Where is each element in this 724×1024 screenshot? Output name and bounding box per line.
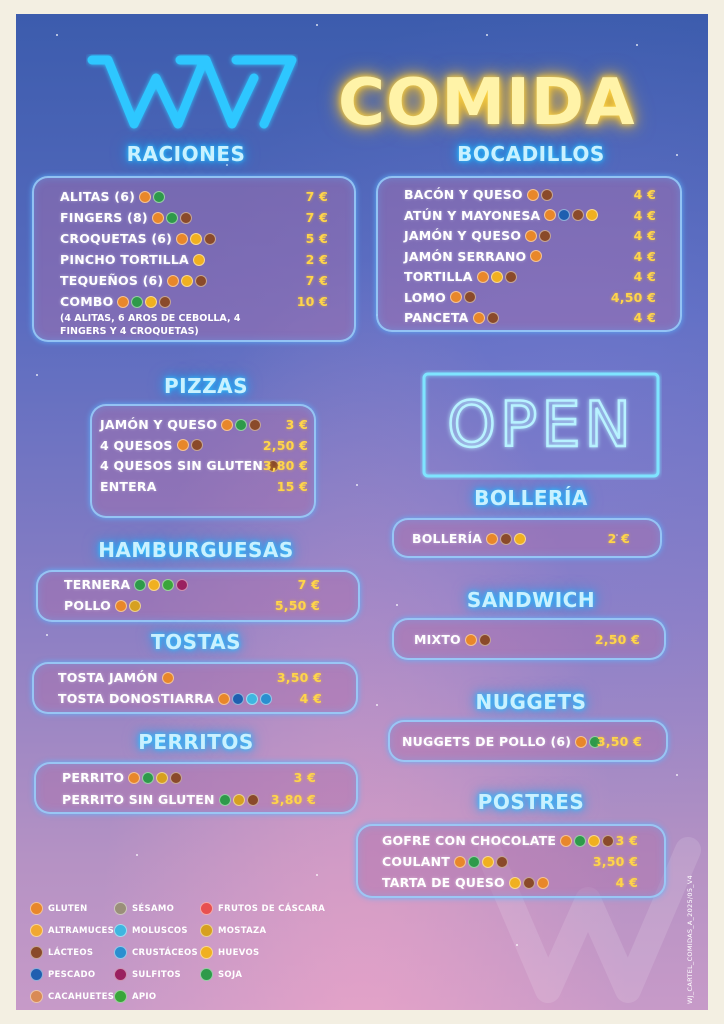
page-title: COMIDA bbox=[338, 66, 636, 140]
gluten-icon bbox=[473, 312, 485, 324]
soja-icon bbox=[574, 835, 586, 847]
allergen-icons bbox=[486, 533, 526, 545]
huevos-icon bbox=[148, 579, 160, 591]
lacteos-icon bbox=[539, 230, 551, 242]
gluten-icon bbox=[117, 296, 129, 308]
gluten-icon bbox=[465, 634, 477, 646]
allergen-icons bbox=[117, 296, 171, 308]
section-title-bolleria: BOLLERÍA bbox=[474, 486, 588, 510]
legend-item-sulfitos bbox=[114, 968, 181, 981]
menu-item bbox=[404, 266, 656, 287]
gluten-icon bbox=[152, 212, 164, 224]
legend-label: SULFITOS bbox=[132, 969, 181, 980]
gluten-icon bbox=[218, 693, 230, 705]
menu-item-price: 4 € bbox=[299, 691, 322, 706]
star bbox=[486, 34, 488, 36]
star bbox=[136, 854, 138, 856]
legend-item-moluscos bbox=[114, 924, 188, 937]
menu-item bbox=[60, 186, 328, 207]
open-neon-sign bbox=[420, 370, 662, 480]
menu-item bbox=[404, 246, 656, 267]
brand-logo bbox=[86, 54, 298, 146]
menu-item-name: NUGGETS DE POLLO (6) bbox=[402, 734, 572, 749]
allergen-icons bbox=[544, 209, 598, 221]
star bbox=[376, 704, 378, 706]
allergen-icons bbox=[477, 271, 517, 283]
lacteos-icon bbox=[191, 439, 203, 451]
legend-item-cacahuetes bbox=[30, 990, 114, 1003]
frutos-icon bbox=[200, 902, 213, 915]
perritos-list bbox=[62, 767, 316, 813]
pescado-icon bbox=[232, 693, 244, 705]
menu-item-name: CROQUETAS (6) bbox=[60, 231, 173, 246]
gluten-icon bbox=[560, 835, 572, 847]
menu-item-price: 4 € bbox=[633, 248, 656, 264]
star bbox=[36, 374, 38, 376]
section-box-perritos bbox=[34, 762, 358, 814]
menu-item-name: COMBO bbox=[60, 294, 114, 309]
gluten-icon bbox=[450, 291, 462, 303]
lacteos-icon bbox=[30, 946, 43, 959]
apio-icon bbox=[114, 990, 127, 1003]
legend-label: GLUTEN bbox=[48, 903, 88, 914]
tostas-list bbox=[58, 667, 322, 713]
menu-item bbox=[412, 528, 630, 549]
lacteos-icon bbox=[195, 275, 207, 287]
huevos-icon bbox=[200, 946, 213, 959]
lacteos-icon bbox=[523, 877, 535, 889]
section-box-nuggets bbox=[388, 720, 668, 762]
allergen-icons bbox=[509, 877, 549, 889]
bocadillos-list bbox=[404, 184, 656, 330]
gluten-icon bbox=[30, 902, 43, 915]
menu-item bbox=[404, 205, 656, 226]
section-box-raciones bbox=[32, 176, 356, 342]
gluten-icon bbox=[167, 275, 179, 287]
allergen-icons bbox=[465, 634, 491, 646]
lacteos-icon bbox=[247, 794, 259, 806]
soja-icon bbox=[200, 968, 213, 981]
allergen-icons bbox=[219, 794, 259, 806]
gluten-icon bbox=[525, 230, 537, 242]
lacteos-icon bbox=[170, 772, 182, 784]
menu-item-name: PINCHO TORTILLA bbox=[60, 252, 189, 267]
gluten-icon bbox=[176, 233, 188, 245]
menu-item-price: 3 € bbox=[293, 770, 316, 785]
mostaza-icon bbox=[233, 794, 245, 806]
menu-item-name: JAMÓN Y QUESO bbox=[100, 417, 218, 432]
gluten-icon bbox=[486, 533, 498, 545]
menu-item-price: 4 € bbox=[633, 269, 656, 284]
menu-item-name: TEQUEÑOS (6) bbox=[60, 273, 164, 288]
menu-item-price: 4 € bbox=[633, 310, 656, 325]
allergen-icons bbox=[454, 856, 508, 868]
menu-item-price: 3 € bbox=[285, 417, 308, 432]
menu-item-price: 3,50 € bbox=[596, 734, 642, 749]
open-sign-text: OPEN bbox=[447, 388, 635, 461]
lacteos-icon bbox=[479, 634, 491, 646]
allergen-icons bbox=[560, 835, 614, 847]
sulfitos-icon bbox=[176, 579, 188, 591]
menu-item bbox=[58, 667, 322, 688]
lacteos-icon bbox=[541, 189, 553, 201]
menu-item-name: PANCETA bbox=[404, 310, 469, 325]
menu-item-name: 4 QUESOS bbox=[100, 437, 173, 453]
legend-label: CRUSTÁCEOS bbox=[132, 947, 198, 958]
allergen-icons bbox=[167, 275, 207, 287]
allergen-icons bbox=[527, 189, 553, 201]
menu-item-price: 2,50 € bbox=[594, 632, 640, 647]
menu-item bbox=[414, 629, 640, 650]
menu-item bbox=[62, 789, 316, 810]
allergen-icons bbox=[525, 230, 551, 242]
postres-list bbox=[382, 830, 638, 896]
allergen-icons bbox=[450, 291, 476, 303]
gluten-icon bbox=[575, 736, 587, 748]
crustaceos-icon bbox=[260, 693, 272, 705]
allergen-icons bbox=[221, 419, 261, 431]
menu-item-name: COULANT bbox=[382, 854, 450, 869]
menu-item-name: ALITAS (6) bbox=[60, 189, 135, 204]
menu-item-name: JAMÓN SERRANO bbox=[404, 248, 527, 264]
menu-item-price: 7 € bbox=[305, 210, 328, 225]
lacteos-icon bbox=[572, 209, 584, 221]
allergen-legend bbox=[30, 892, 330, 1002]
star bbox=[46, 634, 48, 636]
moluscos-icon bbox=[246, 693, 258, 705]
section-title-perritos: PERRITOS bbox=[138, 730, 254, 754]
combo-note: (4 ALITAS, 6 AROS DE CEBOLLA, 4 FINGERS Y 4 CROQUETAS) bbox=[60, 313, 241, 337]
menu-item-name: 4 QUESOS SIN GLUTEN bbox=[100, 458, 264, 473]
lacteos-icon bbox=[602, 835, 614, 847]
lacteos-icon bbox=[204, 233, 216, 245]
star bbox=[316, 874, 318, 876]
lacteos-icon bbox=[500, 533, 512, 545]
lacteos-icon bbox=[464, 291, 476, 303]
section-title-nuggets: NUGGETS bbox=[475, 690, 587, 714]
allergen-icons bbox=[139, 191, 165, 203]
menu-item bbox=[404, 184, 656, 205]
huevos-icon bbox=[586, 209, 598, 221]
menu-item-price: 4 € bbox=[633, 187, 656, 202]
menu-item-name: ATÚN Y MAYONESA bbox=[404, 207, 541, 223]
sesamo-icon bbox=[114, 902, 127, 915]
bolleria-list bbox=[412, 528, 630, 550]
gluten-icon bbox=[139, 191, 151, 203]
altramuces-icon bbox=[30, 924, 43, 937]
menu-item-name: TARTA DE QUESO bbox=[382, 875, 505, 890]
legend-item-altramuces bbox=[30, 924, 114, 937]
menu-item bbox=[404, 287, 656, 308]
huevos-icon bbox=[514, 533, 526, 545]
legend-label: CACAHUETES bbox=[48, 991, 115, 1002]
menu-item-name: MIXTO bbox=[414, 632, 461, 647]
menu-item bbox=[60, 291, 328, 312]
legend-label: FRUTOS DE CÁSCARA bbox=[218, 903, 326, 914]
footer-code: WJ_CARTEL_COMIDAS_A_2025/05_V4 bbox=[686, 875, 694, 1004]
menu-item-price: 3 € bbox=[615, 833, 638, 848]
section-title-sandwich: SANDWICH bbox=[466, 588, 596, 612]
menu-item-name: PERRITO SIN GLUTEN bbox=[62, 792, 215, 807]
menu-item bbox=[100, 435, 308, 456]
legend-item-huevos bbox=[200, 946, 259, 959]
soja-icon bbox=[219, 794, 231, 806]
section-title-postres: POSTRES bbox=[477, 790, 585, 814]
gluten-icon bbox=[221, 419, 233, 431]
menu-item-price: 2 € bbox=[607, 531, 630, 546]
menu-item-name: FINGERS (8) bbox=[60, 210, 148, 225]
menu-item bbox=[60, 270, 328, 291]
star bbox=[676, 154, 678, 156]
menu-item-price: 4 € bbox=[615, 875, 638, 890]
section-box-sandwich bbox=[392, 618, 666, 660]
allergen-icons bbox=[152, 212, 192, 224]
lacteos-icon bbox=[487, 312, 499, 324]
menu-item bbox=[100, 455, 308, 476]
legend-item-sesamo bbox=[114, 902, 174, 915]
menu-item-name: TOSTA JAMÓN bbox=[58, 670, 158, 685]
huevos-icon bbox=[491, 271, 503, 283]
hamburguesas-list bbox=[64, 574, 320, 620]
allergen-icons bbox=[115, 600, 141, 612]
sulfitos-icon bbox=[114, 968, 127, 981]
menu-item-price: 3,80 € bbox=[270, 792, 316, 807]
raciones-list bbox=[60, 186, 328, 314]
menu-item-name: POLLO bbox=[64, 598, 111, 613]
menu-item-price: 3,50 € bbox=[276, 670, 322, 685]
menu-item-price: 4 € bbox=[633, 228, 656, 243]
legend-label: APIO bbox=[132, 991, 157, 1002]
star bbox=[636, 44, 638, 46]
soja-icon bbox=[468, 856, 480, 868]
allergen-icons bbox=[176, 233, 216, 245]
legend-label: SOJA bbox=[218, 969, 243, 980]
gluten-icon bbox=[477, 271, 489, 283]
menu-item bbox=[62, 767, 316, 788]
allergen-icons bbox=[193, 254, 205, 266]
lacteos-icon bbox=[505, 271, 517, 283]
section-box-tostas bbox=[32, 662, 358, 714]
menu-item-price: 7 € bbox=[297, 577, 320, 592]
moluscos-icon bbox=[114, 924, 127, 937]
allergen-icons bbox=[177, 439, 203, 451]
mostaza-icon bbox=[200, 924, 213, 937]
legend-item-frutos bbox=[200, 902, 325, 915]
pescado-icon bbox=[30, 968, 43, 981]
star bbox=[356, 484, 358, 486]
menu-item-name: TORTILLA bbox=[404, 269, 473, 284]
menu-item-price: 2 € bbox=[305, 252, 328, 267]
pescado-icon bbox=[558, 209, 570, 221]
menu-item bbox=[60, 207, 328, 228]
soja-icon bbox=[142, 772, 154, 784]
star bbox=[56, 34, 58, 36]
legend-item-soja bbox=[200, 968, 242, 981]
menu-item-name: BACÓN Y QUESO bbox=[404, 187, 523, 202]
menu-item bbox=[64, 574, 320, 595]
nuggets-list bbox=[402, 731, 642, 753]
menu-item-price: 7 € bbox=[305, 273, 328, 288]
star bbox=[396, 604, 398, 606]
mostaza-icon bbox=[129, 600, 141, 612]
menu-item-name: TOSTA DONOSTIARRA bbox=[58, 691, 215, 706]
section-box-pizzas bbox=[90, 404, 316, 518]
legend-label: MOLUSCOS bbox=[132, 925, 188, 936]
section-title-tostas: TOSTAS bbox=[150, 630, 242, 654]
section-title-pizzas: PIZZAS bbox=[164, 374, 248, 398]
legend-label: HUEVOS bbox=[218, 947, 260, 958]
menu-item-price: 5 € bbox=[305, 231, 328, 246]
section-title-bocadillos: BOCADILLOS bbox=[457, 142, 605, 166]
crustaceos-icon bbox=[114, 946, 127, 959]
menu-item bbox=[404, 225, 656, 246]
section-box-postres bbox=[356, 824, 666, 898]
lacteos-icon bbox=[159, 296, 171, 308]
menu-item-price: 3,50 € bbox=[592, 854, 638, 869]
legend-label: PESCADO bbox=[48, 969, 96, 980]
menu-item bbox=[100, 414, 308, 435]
menu-item-price: 3,80 € bbox=[262, 458, 308, 473]
legend-item-mostaza bbox=[200, 924, 266, 937]
legend-item-lacteos bbox=[30, 946, 93, 959]
apio-icon bbox=[162, 579, 174, 591]
pizzas-list bbox=[100, 414, 308, 510]
legend-item-pescado bbox=[30, 968, 95, 981]
menu-item-price: 7 € bbox=[305, 189, 328, 204]
sandwich-list bbox=[414, 629, 640, 651]
section-box-bolleria bbox=[392, 518, 662, 558]
star bbox=[676, 774, 678, 776]
huevos-icon bbox=[193, 254, 205, 266]
gluten-icon bbox=[454, 856, 466, 868]
allergen-icons bbox=[162, 672, 174, 684]
soja-icon bbox=[235, 419, 247, 431]
menu-item bbox=[382, 830, 638, 851]
legend-item-crustaceos bbox=[114, 946, 198, 959]
section-box-bocadillos bbox=[376, 176, 682, 332]
legend-label: MOSTAZA bbox=[218, 925, 267, 936]
huevos-icon bbox=[181, 275, 193, 287]
menu-item-name: JAMÓN Y QUESO bbox=[404, 228, 522, 243]
menu-item-price: 10 € bbox=[296, 294, 328, 309]
menu-item bbox=[382, 872, 638, 893]
section-title-raciones: RACIONES bbox=[126, 142, 246, 166]
allergen-icons bbox=[128, 772, 182, 784]
menu-item bbox=[58, 688, 322, 709]
menu-item-name: LOMO bbox=[404, 289, 447, 305]
menu-item-price: 5,50 € bbox=[274, 598, 320, 613]
legend-label: SÉSAMO bbox=[132, 903, 175, 914]
star bbox=[316, 24, 318, 26]
lacteos-icon bbox=[249, 419, 261, 431]
menu-item-name: ENTERA bbox=[100, 478, 157, 494]
gluten-icon bbox=[537, 877, 549, 889]
allergen-icons bbox=[530, 250, 542, 262]
allergen-icons bbox=[218, 693, 272, 705]
menu-item bbox=[404, 307, 656, 328]
soja-icon bbox=[134, 579, 146, 591]
gluten-icon bbox=[544, 209, 556, 221]
soja-icon bbox=[153, 191, 165, 203]
huevos-icon bbox=[190, 233, 202, 245]
cacahuetes-icon bbox=[30, 990, 43, 1003]
mostaza-icon bbox=[156, 772, 168, 784]
gluten-icon bbox=[527, 189, 539, 201]
section-title-hamburguesas: HAMBURGUESAS bbox=[98, 538, 294, 562]
huevos-icon bbox=[482, 856, 494, 868]
menu-item-name: TERNERA bbox=[64, 577, 131, 592]
allergen-icons bbox=[134, 579, 188, 591]
menu-item-price: 15 € bbox=[276, 478, 308, 494]
menu-item bbox=[60, 228, 328, 249]
menu-item-name: BOLLERÍA bbox=[412, 531, 483, 546]
soja-icon bbox=[131, 296, 143, 308]
soja-icon bbox=[166, 212, 178, 224]
lacteos-icon bbox=[496, 856, 508, 868]
menu-item bbox=[100, 476, 308, 497]
allergen-icons bbox=[473, 312, 499, 324]
menu-item-price: 4 € bbox=[633, 207, 656, 223]
huevos-icon bbox=[145, 296, 157, 308]
menu-item-name: PERRITO bbox=[62, 770, 125, 785]
menu-item bbox=[60, 249, 328, 270]
menu-item-price: 2,50 € bbox=[262, 437, 308, 453]
menu-item bbox=[402, 731, 642, 752]
section-box-hamburguesas bbox=[36, 570, 360, 622]
legend-label: LÁCTEOS bbox=[48, 947, 94, 958]
menu-poster bbox=[16, 14, 708, 1010]
menu-item-name: GOFRE CON CHOCOLATE bbox=[382, 833, 557, 848]
gluten-icon bbox=[115, 600, 127, 612]
gluten-icon bbox=[530, 250, 542, 262]
legend-item-apio bbox=[114, 990, 156, 1003]
gluten-icon bbox=[128, 772, 140, 784]
huevos-icon bbox=[509, 877, 521, 889]
legend-label: ALTRAMUCES bbox=[48, 925, 115, 936]
menu-item-price: 4,50 € bbox=[610, 289, 656, 305]
gluten-icon bbox=[177, 439, 189, 451]
lacteos-icon bbox=[180, 212, 192, 224]
menu-item bbox=[64, 595, 320, 616]
gluten-icon bbox=[162, 672, 174, 684]
menu-item bbox=[382, 851, 638, 872]
legend-item-gluten bbox=[30, 902, 88, 915]
huevos-icon bbox=[588, 835, 600, 847]
